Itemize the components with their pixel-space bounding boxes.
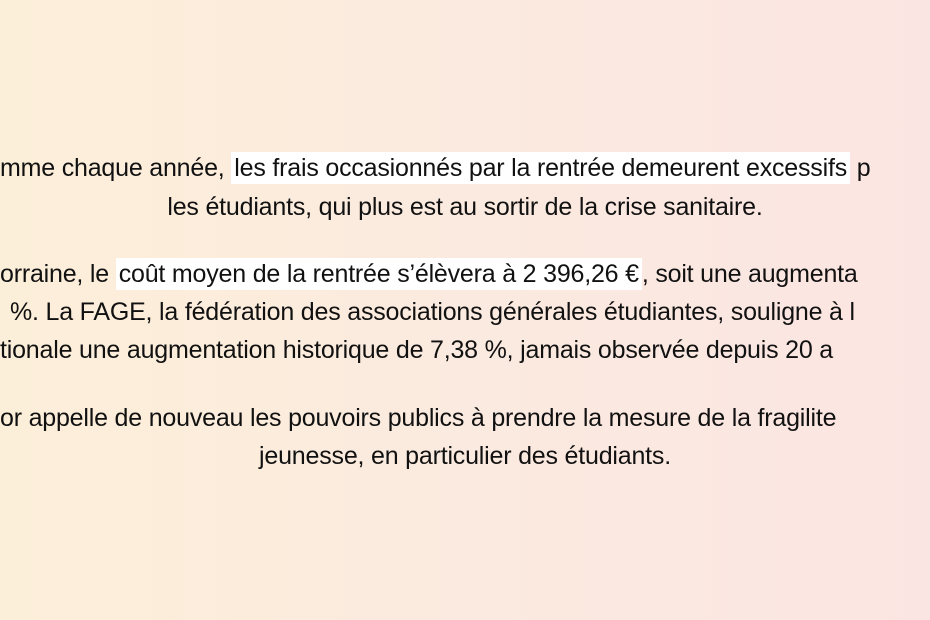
paragraph-3-line-1: or appelle de nouveau les pouvoirs publics à prendre la mesure de la fragilite [0,404,837,432]
paragraph-2-line-1-end: , soit une augmenta [641,260,858,288]
paragraph-2-line-2: %. La FAGE, la fédération des associations générales étudiantes, souligne à l [10,298,855,326]
paragraph-2-line-1 [0,257,858,291]
paragraph-1-line-1-start: mme chaque année, [0,154,232,182]
paragraph-3-line-2: jeunesse, en particulier des étudiants. [259,442,671,470]
paragraph-1-line-1-end: p [850,154,871,182]
paragraph-1-highlight: les frais occasionnés par la rentrée demeurent excessifs [231,152,850,184]
paragraph-1-line-2: les étudiants, qui plus est au sortir de la crise sanitaire. [167,193,763,221]
paragraph-2-highlight: coût moyen de la rentrée s’élèvera à 2 396,26 € [116,258,642,290]
paragraph-2-line-1-start: orraine, le [0,260,116,288]
paragraph-1-line-1 [0,151,870,185]
paragraph-2-line-3: tionale une augmentation historique de 7,38 %, jamais observée depuis 20 a [0,336,833,364]
